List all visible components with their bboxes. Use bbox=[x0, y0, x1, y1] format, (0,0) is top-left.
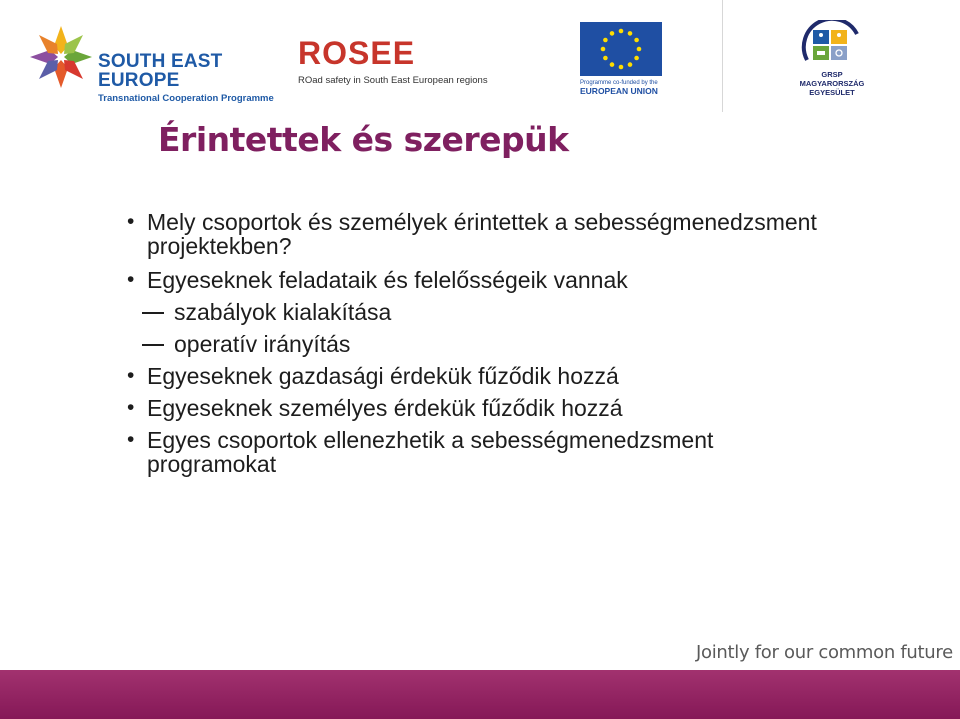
eu-logo bbox=[580, 22, 666, 100]
eu-caption2: EUROPEAN UNION bbox=[580, 86, 658, 96]
see-line2: EUROPE bbox=[98, 70, 180, 91]
rosee-subtitle: ROad safety in South East European regions bbox=[298, 75, 488, 86]
bullet-item: • Mely csoportok és személyek érintettek a sebességmenedzsment projektekben? bbox=[122, 210, 882, 258]
logo-bar bbox=[0, 0, 960, 118]
eu-flag-icon bbox=[580, 22, 662, 76]
see-line1: SOUTH EAST bbox=[98, 51, 223, 72]
bullet-item: • Egyeseknek feladataik és felelősségeik vannak bbox=[122, 268, 882, 292]
grsp-line1: GRSP bbox=[821, 70, 843, 79]
footer-tagline: Jointly for our common future bbox=[696, 642, 953, 663]
bullet-list bbox=[122, 210, 882, 476]
grsp-logo bbox=[796, 20, 868, 104]
bullet-item: • Egyes csoportok ellenezhetik a sebességmenedzsment programokat bbox=[122, 428, 827, 476]
rosee-title: ROSEE bbox=[298, 35, 416, 71]
sub-bullet-item: operatív irányítás bbox=[122, 332, 882, 356]
bottom-bar bbox=[0, 670, 960, 719]
slide-title: Érintettek és szerepük bbox=[158, 120, 569, 159]
south-east-europe-logo bbox=[28, 22, 274, 104]
eu-caption1: Programme co-funded by the bbox=[580, 80, 658, 86]
bullet-item: • Egyeseknek gazdasági érdekük fűződik hozzá bbox=[122, 364, 882, 388]
grsp-line3: EGYESÜLET bbox=[809, 88, 855, 97]
bullet-item: • Egyeseknek személyes érdekük fűződik hozzá bbox=[122, 396, 882, 420]
header-divider bbox=[722, 0, 723, 112]
grsp-emblem-icon bbox=[801, 20, 863, 66]
rosee-logo bbox=[298, 36, 498, 96]
see-line3: Transnational Cooperation Programme bbox=[98, 93, 274, 104]
grsp-line2: MAGYARORSZÁG bbox=[799, 79, 865, 88]
sub-bullet-item: szabályok kialakítása bbox=[122, 300, 882, 324]
see-star-icon bbox=[28, 24, 94, 90]
